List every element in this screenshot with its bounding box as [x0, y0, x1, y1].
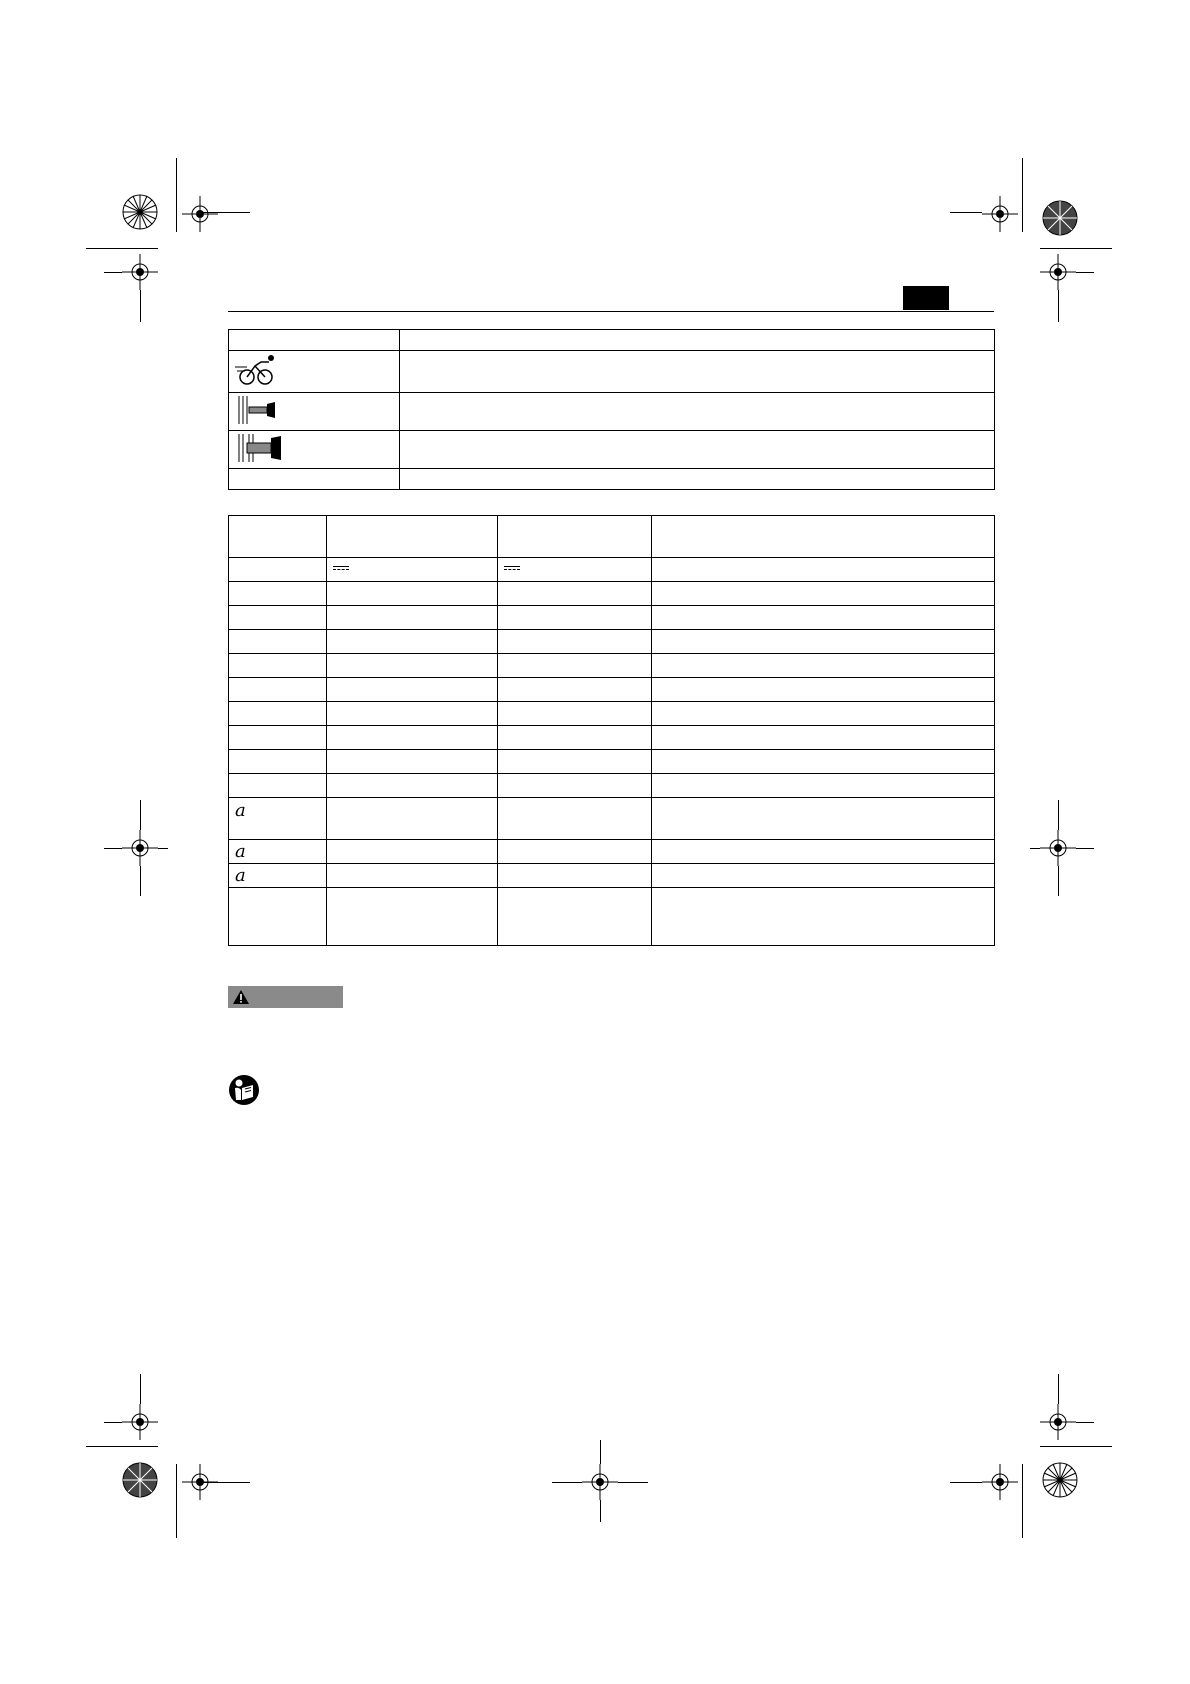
crosshair-icon [122, 254, 158, 290]
table-cell [229, 558, 327, 582]
table-cell [498, 750, 652, 774]
table-cell [229, 606, 327, 630]
table-row [229, 702, 995, 726]
table-cell [400, 469, 995, 490]
table-cell [652, 774, 995, 798]
direct-current-icon [504, 566, 520, 572]
table-cell [229, 351, 400, 393]
table-cell [229, 774, 327, 798]
table-row [229, 654, 995, 678]
table-row [229, 516, 995, 558]
table-cell [327, 516, 498, 558]
registration-rosette-icon [1038, 1458, 1082, 1502]
table-row [229, 888, 995, 946]
crosshair-icon [982, 196, 1018, 232]
table-row [229, 582, 995, 606]
table-row [229, 330, 995, 351]
table-cell [229, 702, 327, 726]
table-cell [498, 726, 652, 750]
crosshair-icon [1040, 1404, 1076, 1440]
table-cell [652, 678, 995, 702]
table-cell [498, 774, 652, 798]
table-cell [327, 582, 498, 606]
table-row [229, 840, 995, 864]
table-cell [229, 654, 327, 678]
table-row [229, 798, 995, 840]
table-cell [229, 330, 400, 351]
table-cell [229, 630, 327, 654]
table-cell [652, 582, 995, 606]
table-cell: a [229, 840, 327, 864]
table-cell [498, 582, 652, 606]
registration-rosette-icon [118, 190, 162, 234]
language-tab [903, 286, 949, 310]
crosshair-icon [982, 1464, 1018, 1500]
table-cell [229, 516, 327, 558]
table-cell [327, 678, 498, 702]
table-cell [652, 654, 995, 678]
symbol-table [228, 329, 995, 490]
crosshair-icon [122, 1404, 158, 1440]
table-cell [229, 431, 400, 469]
table-cell: a [229, 864, 327, 888]
table-row [229, 774, 995, 798]
table-cell [652, 750, 995, 774]
table-cell [498, 678, 652, 702]
table-cell [498, 630, 652, 654]
table-cell [327, 726, 498, 750]
table-cell [652, 798, 995, 840]
table-row [229, 558, 995, 582]
table-cell [400, 393, 995, 431]
read-manual-icon [228, 1074, 260, 1106]
table-cell [652, 516, 995, 558]
bicycle-speed-icon [235, 354, 279, 386]
table-row [229, 630, 995, 654]
table-cell [652, 726, 995, 750]
screw-small-icon [235, 394, 279, 426]
crosshair-icon [182, 196, 218, 232]
table-cell [229, 582, 327, 606]
table-cell [498, 516, 652, 558]
table-row [229, 750, 995, 774]
registration-rosette-icon [118, 1458, 162, 1502]
table-cell [652, 606, 995, 630]
table-cell [229, 726, 327, 750]
table-cell [400, 330, 995, 351]
table-cell [229, 750, 327, 774]
warning-triangle-icon [232, 989, 250, 1005]
table-cell [400, 431, 995, 469]
table-cell [327, 864, 498, 888]
table-cell [652, 558, 995, 582]
screw-large-icon [235, 432, 283, 464]
crosshair-icon [122, 830, 158, 866]
table-cell [327, 654, 498, 678]
table-cell [498, 864, 652, 888]
registration-rosette-icon [1038, 196, 1082, 240]
table-cell [652, 840, 995, 864]
table-cell [652, 630, 995, 654]
table-cell [498, 840, 652, 864]
table-cell [652, 864, 995, 888]
table-row [229, 606, 995, 630]
table-cell [498, 654, 652, 678]
table-cell [229, 678, 327, 702]
table-cell [652, 888, 995, 946]
table-row [229, 678, 995, 702]
table-row [229, 469, 995, 490]
table-cell [498, 888, 652, 946]
table-cell [327, 774, 498, 798]
table-row [229, 864, 995, 888]
table-cell [327, 606, 498, 630]
table-cell [229, 469, 400, 490]
table-cell [498, 798, 652, 840]
table-cell [327, 558, 498, 582]
table-cell [327, 840, 498, 864]
table-cell [498, 702, 652, 726]
table-cell [229, 888, 327, 946]
table-row [229, 393, 995, 431]
table-cell [652, 702, 995, 726]
table-row [229, 351, 995, 393]
table-cell [400, 351, 995, 393]
table-cell [327, 888, 498, 946]
crosshair-icon [1040, 830, 1076, 866]
table-row [229, 726, 995, 750]
table-cell [498, 606, 652, 630]
table-row [229, 431, 995, 469]
technical-data-table [228, 515, 995, 946]
table-cell [327, 702, 498, 726]
table-cell [327, 798, 498, 840]
table-cell [498, 558, 652, 582]
warning-label [228, 986, 343, 1008]
table-cell: a [229, 798, 327, 840]
direct-current-icon [333, 566, 349, 572]
crosshair-icon [582, 1464, 618, 1500]
header-rule [228, 311, 994, 312]
crosshair-icon [1040, 254, 1076, 290]
table-cell [327, 630, 498, 654]
table-cell [229, 393, 400, 431]
table-cell [327, 750, 498, 774]
